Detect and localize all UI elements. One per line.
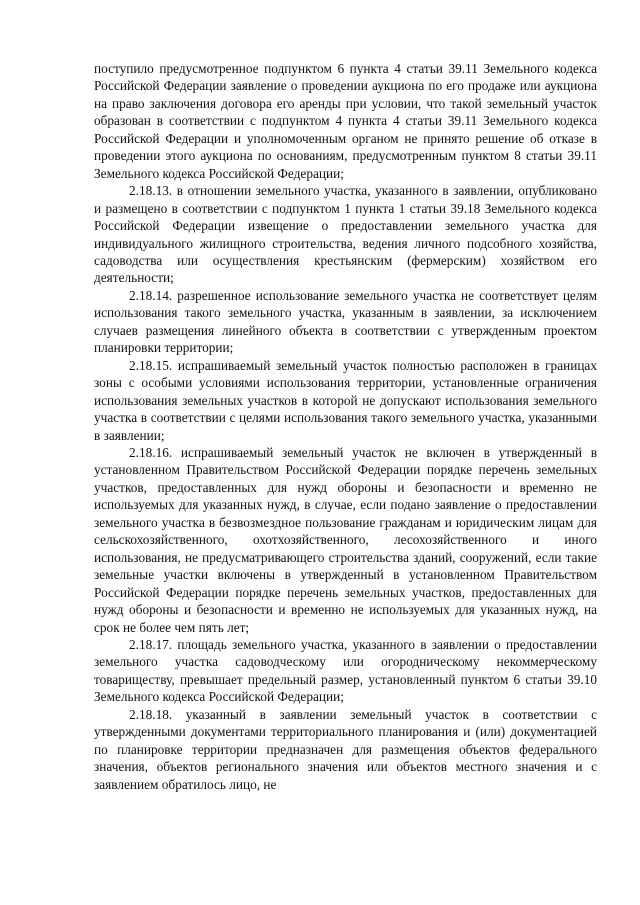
paragraph-2-18-13: 2.18.13. в отношении земельного участка, указанного в заявлении, опубликовано и размещено в соответствии с подпунктом 1 пункта 1 статьи 39.18 Земельного кодекса Российской Федерации извещение о предоставлении земельного участка для индивидуального жилищного строительства, ведения личного подсобного хозяйства, садоводства или осуществления крестьянским (фермерским) хозяйством его деятельности; <box>94 183 597 286</box>
paragraph-2-18-14: 2.18.14. разрешенное использование земельного участка не соответствует целям использования такого земельного участка, указанным в заявлении, за исключением случаев размещения линейного объекта в соответствии с утвержденным проектом планировки территории; <box>94 287 597 356</box>
paragraph-2-18-16: 2.18.16. испрашиваемый земельный участок не включен в утвержденный в установленном Правительством Российской Федерации порядке перечень земельных участков, предоставленных для нужд обороны и безопасности и временно не используемых для указанных нужд, в случае, если подано заявление о предоставлении земельного участка в безвозмездное пользование гражданам и юридическим лицам для сельскохозяйственного, охотхозяйственного, лесохозяйственного и иного использования, не предусматривающего строительства зданий, сооружений, если такие земельные участки включены в утвержденный в установленном Правительством Российской Федерации порядке перечень земельных участков, предоставленных для нужд обороны и безопасности и временно не используемых для указанных нужд, на срок не более чем пять лет; <box>94 444 597 635</box>
paragraph-2-18-18: 2.18.18. указанный в заявлении земельный участок в соответствии с утвержденными документами территориального планирования и (или) документацией по планировке территории предназначен для размещения объектов федерального значения, объектов регионального значения или объектов местного значения и с заявлением обратилось лицо, не <box>94 706 597 792</box>
paragraph-2-18-17: 2.18.17. площадь земельного участка, указанного в заявлении о предоставлении земельного участка садоводческому или огородническому некоммерческому товариществу, превышает предельный размер, установленный пунктом 6 статьи 39.10 Земельного кодекса Российской Федерации; <box>94 636 597 705</box>
paragraph-2-18-15: 2.18.15. испрашиваемый земельный участок полностью расположен в границах зоны с особыми условиями использования территории, установленные ограничения использования земельных участков в которой не допускают использования земельного участка в соответствии с целями использования такого земельного участка, указанными в заявлении; <box>94 357 597 443</box>
document-body <box>94 60 597 793</box>
paragraph-continuation: поступило предусмотренное подпунктом 6 пункта 4 статьи 39.11 Земельного кодекса Российской Федерации заявление о проведении аукциона по его продаже или аукциона на право заключения договора его аренды при условии, что такой земельный участок образован в соответствии с подпунктом 4 пункта 4 статьи 39.11 Земельного кодекса Российской Федерации и уполномоченным органом не принято решение об отказе в проведении этого аукциона по основаниям, предусмотренным пунктом 8 статьи 39.11 Земельного кодекса Российской Федерации; <box>94 61 597 181</box>
